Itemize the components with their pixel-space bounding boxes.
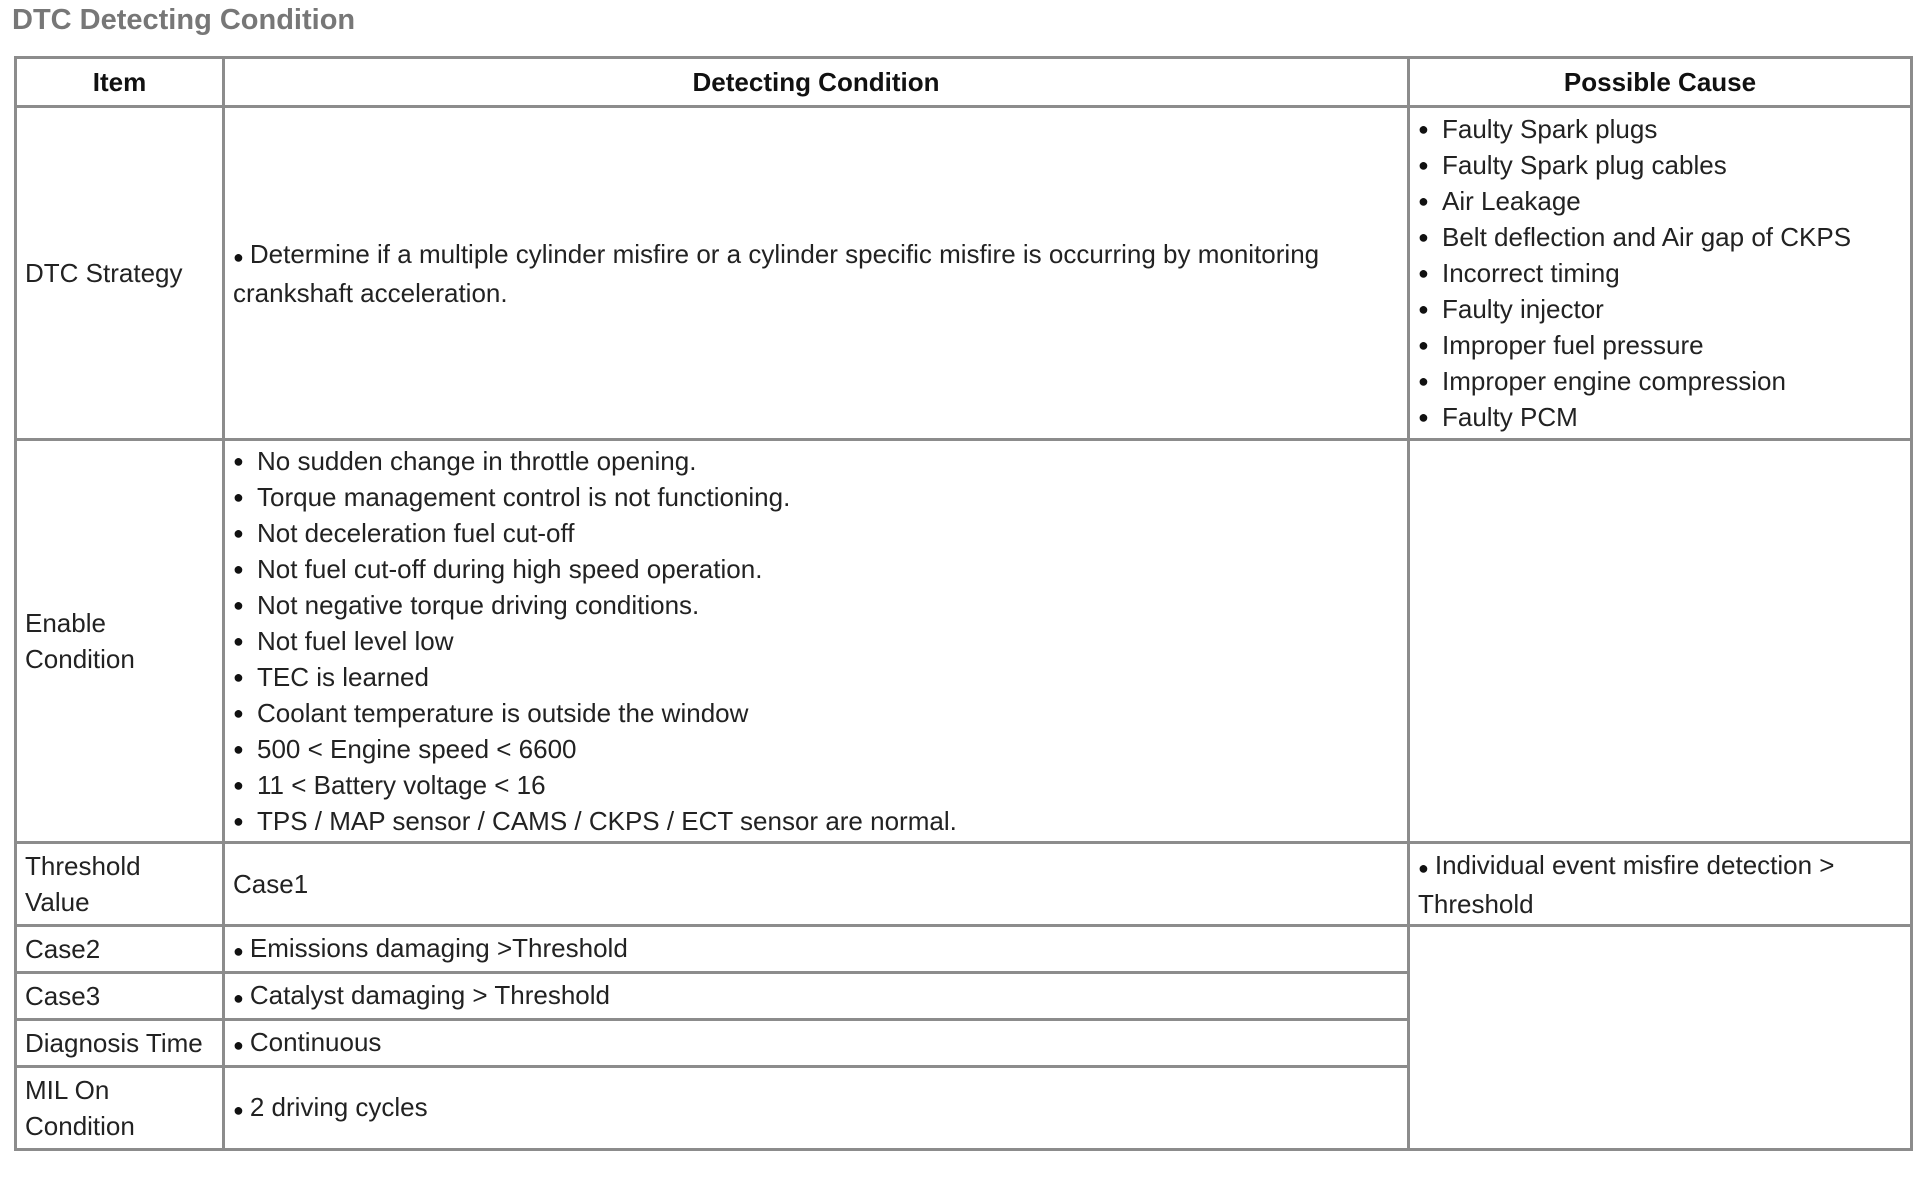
list-item: ● No sudden change in throttle opening.: [233, 443, 1399, 479]
list-item: ● Improper engine compression: [1418, 363, 1902, 399]
item-label-line: Threshold: [25, 851, 141, 881]
detecting-cell: [224, 926, 1409, 973]
item-cell: [16, 926, 224, 973]
detecting-cell: [224, 843, 1409, 926]
list-item: ● Belt deflection and Air gap of CKPS: [1418, 219, 1902, 255]
list-item: ● Incorrect timing: [1418, 255, 1902, 291]
list-item: ● Improper fuel pressure: [1418, 327, 1902, 363]
list-item: ● Faulty PCM: [1418, 399, 1902, 435]
item-label: Case3: [25, 981, 101, 1011]
item-cell: [16, 440, 224, 843]
cause-cell: [1409, 107, 1912, 440]
detecting-cell: [224, 1067, 1409, 1150]
case-label: Case1: [233, 869, 309, 899]
list-item: ● Not fuel cut-off during high speed operation.: [233, 551, 1399, 587]
item-cell: [16, 973, 224, 1020]
item-cell: [16, 107, 224, 440]
table-row-enable-condition: [16, 440, 1912, 843]
strategy-description: Determine if a multiple cylinder misfire or a cylinder specific misfire is occurring by monitoring crankshaft acceleration.: [233, 238, 1320, 308]
list-item: ● Not deceleration fuel cut-off: [233, 515, 1399, 551]
table-row-case2: [16, 926, 1912, 973]
case-condition: Catalyst damaging > Threshold: [249, 979, 610, 1010]
list-item: ● Air Leakage: [1418, 183, 1902, 219]
page-title: DTC Detecting Condition: [12, 4, 356, 36]
dtc-table: [14, 56, 1913, 1151]
detecting-cell: [224, 1020, 1409, 1067]
header-row: [16, 58, 1912, 107]
list-item: ● Torque management control is not functioning.: [233, 479, 1399, 515]
bullet-icon: [233, 1092, 250, 1122]
strategy-text: [233, 236, 1399, 311]
list-item: ● Not negative torque driving conditions.: [233, 587, 1399, 623]
cause-cell-empty: [1409, 440, 1912, 843]
bullet-icon: [233, 239, 250, 269]
threshold-cause: Individual event misfire detection > Threshold: [1418, 849, 1835, 919]
item-label-line: Condition: [25, 1111, 135, 1141]
list-item: ● TEC is learned: [233, 659, 1399, 695]
list-item: ● Coolant temperature is outside the window: [233, 695, 1399, 731]
header-detecting-condition: Detecting Condition: [224, 58, 1409, 107]
diagnosis-value: Continuous: [249, 1026, 382, 1057]
condition-list: [233, 443, 1399, 839]
item-label-line: MIL On: [25, 1075, 110, 1105]
list-item: ● Not fuel level low: [233, 623, 1399, 659]
list-item: ● 500 < Engine speed < 6600: [233, 731, 1399, 767]
item-label: DTC Strategy: [25, 258, 183, 288]
item-cell: [16, 843, 224, 926]
list-item: ● Faulty Spark plugs: [1418, 111, 1902, 147]
detecting-cell: [224, 107, 1409, 440]
item-label: Case2: [25, 934, 101, 964]
item-label: Diagnosis Time: [25, 1028, 203, 1058]
list-item: ● Faulty injector: [1418, 291, 1902, 327]
mil-value: 2 driving cycles: [249, 1091, 428, 1122]
list-item: ● Faulty Spark plug cables: [1418, 147, 1902, 183]
cause-list: [1418, 111, 1902, 435]
table-row-dtc-strategy: [16, 107, 1912, 440]
table-row-threshold-value: [16, 843, 1912, 926]
item-label-line: Condition: [25, 644, 135, 674]
header-possible-cause: Possible Cause: [1409, 58, 1912, 107]
bullet-icon: [1418, 850, 1435, 880]
cause-cell-empty: [1409, 926, 1912, 1150]
bullet-icon: [233, 933, 250, 963]
list-item: ● TPS / MAP sensor / CAMS / CKPS / ECT sensor are normal.: [233, 803, 1399, 839]
item-label-line: Value: [25, 887, 90, 917]
item-cell: [16, 1067, 224, 1150]
list-item: ● 11 < Battery voltage < 16: [233, 767, 1399, 803]
bullet-icon: [233, 1027, 250, 1057]
item-cell: [16, 1020, 224, 1067]
bullet-icon: [233, 980, 250, 1010]
detecting-cell: [224, 440, 1409, 843]
item-label-line: Enable: [25, 608, 106, 638]
detecting-cell: [224, 973, 1409, 1020]
cause-cell: [1409, 843, 1912, 926]
case-condition: Emissions damaging >Threshold: [249, 932, 628, 963]
header-item: Item: [16, 58, 224, 107]
